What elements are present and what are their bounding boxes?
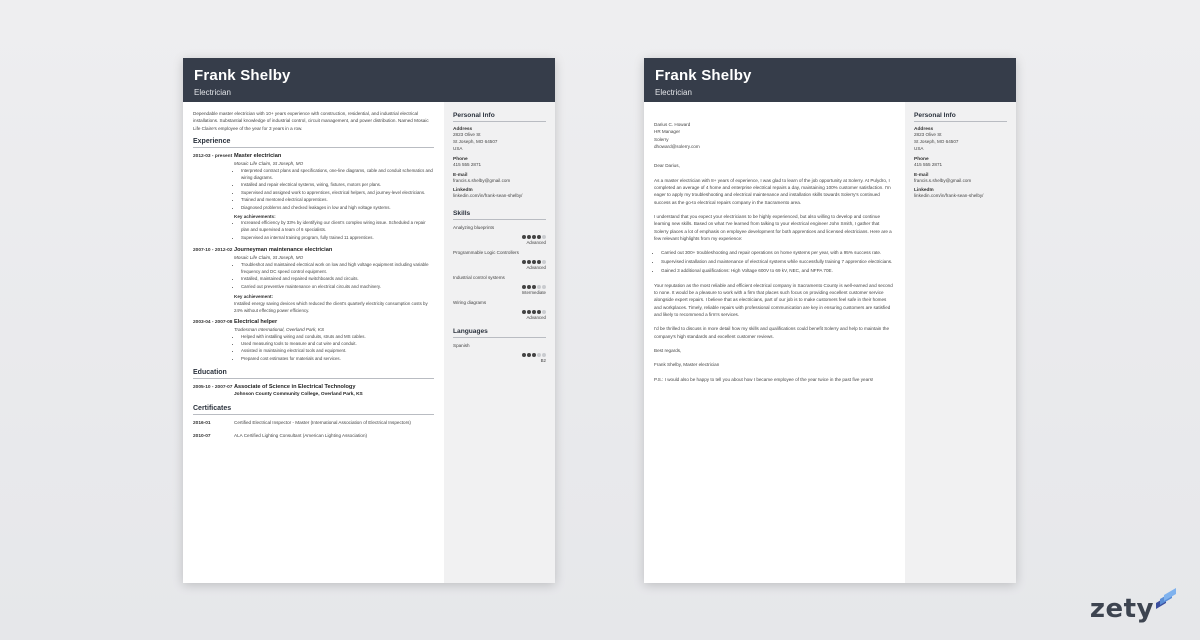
rating-dot-empty <box>537 353 541 357</box>
rating-name: Spanish <box>453 343 470 349</box>
job-title: Electrical helper <box>234 318 278 325</box>
languages-list <box>453 343 546 363</box>
rating-dot-filled <box>522 235 526 239</box>
rating-dots <box>453 308 546 314</box>
linkedin-value: linkedin.com/in/frank-sean-shelby/ <box>914 193 984 199</box>
job-bullet: • Prepared cost estimates for materials and services. <box>241 356 434 363</box>
address-line: 2823 Olive St <box>914 132 942 137</box>
rating-dot-filled <box>522 310 526 314</box>
recipient-block <box>654 121 895 150</box>
letter-bullet: • Supervised installation and maintenance of electrical systems while successfully training 7 apprentice electricians. <box>661 258 895 265</box>
personal-info-heading: Personal Info <box>914 112 1007 122</box>
job-bullet: • Used measuring tools to measure and cut wire and conduit. <box>241 341 434 348</box>
personal-info-heading: Personal Info <box>453 112 546 122</box>
address-label: Address <box>914 127 934 132</box>
rating-dot-filled <box>537 235 541 239</box>
job-bullet: • Trained and mentored electrical apprentices. <box>241 197 434 204</box>
job-title: Master electrician <box>234 153 282 160</box>
achievements-label: Key achievement: <box>234 293 274 299</box>
letter-bullets <box>654 249 895 274</box>
job-bullet: • Assisted in maintaining electrical tools and equipment. <box>241 348 434 355</box>
email-label: E-mail <box>914 172 929 178</box>
achievement-bullet: • Supervised an internal training program, fully trained 11 apprentices. <box>241 235 434 242</box>
rating-dots <box>453 233 546 239</box>
rating-dot-filled <box>527 235 531 239</box>
letter-name: Frank Shelby <box>655 67 752 84</box>
education-school: Johnson County Community College, Overland Park, KS <box>234 392 363 398</box>
resume-main <box>183 102 444 445</box>
skills-list <box>453 225 546 320</box>
achievement-bullets <box>234 220 434 241</box>
letter-body <box>644 102 905 390</box>
rating-item <box>453 343 546 363</box>
achievement-bullet: • Increased efficiency by 33% by identifying our client's complex wiring issue. Scheduled a repair plan and supervised a team of 6 specialists. <box>241 220 434 234</box>
closing: Best regards, <box>654 347 682 353</box>
rating-dot-empty <box>542 260 546 264</box>
letter-job-title: Electrician <box>655 88 692 97</box>
certificate-date: 2016-01 <box>193 421 211 427</box>
job-dates: 2003-04 - 2007-08 <box>193 319 233 325</box>
rating-level: Intermediate <box>521 290 546 296</box>
certificate-text: Certified Electrical Inspector - Master (International Association of Electrical Inspectors) <box>234 420 411 426</box>
achievement-text: Installed energy saving devices which reduced the client's quarterly electricity consumption costs by 24% without effecting power efficiency. <box>234 300 428 313</box>
rating-dot-filled <box>522 285 526 289</box>
letter-bullet: • Gained 3 additional qualifications: High Voltage 600V to 69 kV, NEC, and NFPA 70E. <box>661 267 895 274</box>
letter-bullet: • Carried out 300+ troubleshooting and repair operations on home systems per year, with a 95% success rate. <box>661 249 895 256</box>
phone-label: Phone <box>914 156 929 162</box>
certificates-heading: Certificates <box>193 405 434 415</box>
rating-name: Industrial control systems <box>453 275 505 281</box>
job-bullets <box>234 262 434 291</box>
job-company: Tradesman International, Overland Park, KS <box>234 326 325 332</box>
linkedin-value: linkedin.com/in/frank-sean-shelby/ <box>453 193 523 199</box>
rating-level: Advanced <box>526 240 546 246</box>
rating-level: B2 <box>540 358 546 364</box>
resume-page <box>183 58 555 583</box>
rating-dot-filled <box>532 285 536 289</box>
linkedin-label: LinkedIn <box>914 188 934 194</box>
postscript: P.S.: I would also be happy to tell you about how I became employee of the year twice in the past five years! <box>654 376 874 382</box>
email-value: francis.s.shelby@gmail.com <box>914 177 972 183</box>
rating-dot-filled <box>527 353 531 357</box>
education-degree: Associate of Science in Electrical Technology <box>234 384 356 391</box>
resume-summary: Dependable master electrician with 10+ years experience with construction, residential, and industrial electrical installations. Substantial knowledge of industrial control, circuit management, and power distribution. Named Mosaic Life Claire's employee of the year for 3 years in a row. <box>193 111 429 131</box>
rating-dot-filled <box>522 260 526 264</box>
email-label: E-mail <box>453 172 468 178</box>
cover-letter-page <box>644 58 1016 583</box>
recipient-line: dhoward@solerry.com <box>654 144 700 150</box>
job-bullet: • Installed, maintained and repaired switchboards and circuits. <box>241 276 434 283</box>
letter-paragraph: I understand that you expect your electricians to be highly experienced, but also willing to develop and continue learning new skills. Based on what I've learned from talking to your electrical engineer John Smith, I gather that Solerry places a lot of emphasis on employee development for both apprentices and licensed electricians. Here are a few relevant highlights from my experience: <box>654 214 892 242</box>
rating-dot-empty <box>542 235 546 239</box>
job-company: Mosaic Life Claim, St Joseph, MO <box>234 255 304 261</box>
rating-dots <box>453 258 546 264</box>
recipient-line: Darius C. Howard <box>654 122 691 127</box>
rating-dot-filled <box>527 260 531 264</box>
phone-label: Phone <box>453 156 468 162</box>
job-dates: 2012-03 - present <box>193 154 233 160</box>
logo-text: zety <box>1089 594 1154 624</box>
logo-chevrons-icon <box>1152 587 1178 617</box>
letter-header <box>644 58 1016 102</box>
letter-paragraph: As a master electrician with 8+ years of experience, I was glad to learn of the job opportunity at Solerry. At Pulydro, I completed an average of 4 home and enterprise electrical repairs a day, maintaining 100% customer satisfaction. I'm eager to apply my troubleshooting and electrical maintenance and installation skills towards Solerry's continued success as the go-to electrical repairs company in the Sacramento area. <box>654 177 891 205</box>
education-heading: Education <box>193 369 434 379</box>
address-line: St Joseph, MO 64507 <box>453 138 498 144</box>
job-dates: 2007-10 - 2012-02 <box>193 248 233 254</box>
job-title: Journeyman maintenance electrician <box>234 247 333 254</box>
rating-dot-empty <box>542 310 546 314</box>
certificate-text: ALA Certified Lighting Consultant (American Lighting Association) <box>234 432 368 438</box>
rating-item <box>453 250 546 270</box>
certificate-entry <box>193 420 434 427</box>
address-line: 2823 Olive St <box>453 132 481 137</box>
rating-dot-filled <box>537 310 541 314</box>
resume-sidebar <box>444 102 555 583</box>
letter-sidebar <box>905 102 1016 583</box>
certificate-date: 2010-07 <box>193 433 211 439</box>
rating-dot-filled <box>532 353 536 357</box>
letter-paragraph: Your reputation as the most reliable and efficient electrical company in Sacramento County is well-earned and second to none. It would be a pleasure to work with a firm that places such focus on providing excellent customer service alongside expert repairs. I believe that as electricians, part of our job is to make customers feel safe in their homes and workplaces. Timely, reliable repairs with professional communication are key in ensuring customers are satisfied and likely to recommend a firm's services. <box>654 282 893 317</box>
rating-name: Analyzing blueprints <box>453 225 495 231</box>
recipient-line: Solerry <box>654 136 669 142</box>
rating-dot-empty <box>542 285 546 289</box>
greeting: Dear Darius, <box>654 163 680 169</box>
job-bullet: • Interpreted contract plans and specifications, one-line diagrams, cable and conduit schematics and wiring diagrams. <box>241 168 434 182</box>
signature: Frank Shelby, Master electrician <box>654 362 720 368</box>
resume-job-title: Electrician <box>194 88 231 97</box>
rating-item <box>453 275 546 295</box>
job-bullet: • Carried out preventive maintenance on electrical circuits and machinery. <box>241 284 434 291</box>
rating-dot-filled <box>527 285 531 289</box>
address-line: USA <box>453 145 463 151</box>
rating-dot-filled <box>527 310 531 314</box>
experience-heading: Experience <box>193 138 434 148</box>
education-entry <box>193 384 434 399</box>
rating-name: Wiring diagrams <box>453 300 487 306</box>
job-bullet: • Diagnosed problems and checked leakages in low and high voltage systems. <box>241 205 434 212</box>
address-label: Address <box>453 127 473 132</box>
languages-heading: Languages <box>453 328 546 338</box>
resume-header <box>183 58 555 102</box>
linkedin-label: LinkedIn <box>453 188 473 194</box>
certificate-entry <box>193 433 434 440</box>
email-value: francis.s.shelby@gmail.com <box>453 177 511 183</box>
rating-dot-filled <box>537 260 541 264</box>
job-entry <box>193 247 434 314</box>
education-dates: 2005-10 - 2007-07 <box>193 385 233 391</box>
job-bullets <box>234 168 434 211</box>
rating-item <box>453 225 546 245</box>
rating-level: Advanced <box>526 315 546 321</box>
phone-value: 415 555 2871 <box>914 161 943 167</box>
zety-logo <box>1090 594 1178 624</box>
rating-dots <box>453 351 546 357</box>
achievements-label: Key achievements: <box>234 214 276 220</box>
rating-dot-filled <box>532 310 536 314</box>
rating-dot-empty <box>537 285 541 289</box>
job-entry <box>193 153 434 242</box>
recipient-line: HR Manager <box>654 129 681 135</box>
job-bullet: • Helped with installing wiring and conduits, struts and MS cables. <box>241 334 434 341</box>
address-line: USA <box>914 145 924 151</box>
resume-name: Frank Shelby <box>194 67 291 84</box>
rating-item <box>453 300 546 320</box>
phone-value: 415 555 2871 <box>453 161 482 167</box>
job-bullet: • Troubleshot and maintained electrical work on low and high voltage equipment including variable frequency and DC speed control equipment. <box>241 262 434 276</box>
address-line: St Joseph, MO 64507 <box>914 138 959 144</box>
rating-dots <box>453 283 546 289</box>
rating-dot-filled <box>532 235 536 239</box>
job-bullets <box>234 334 434 363</box>
job-company: Mosaic Life Claim, St Joseph, MO <box>234 161 304 167</box>
rating-dot-filled <box>522 353 526 357</box>
rating-level: Advanced <box>526 265 546 271</box>
job-bullet: • Installed and repair electrical systems, wiring, fixtures, motors per plans. <box>241 182 434 189</box>
job-bullet: • Supervised and assigned work to apprentices, electrical helpers, and journey-level electricians. <box>241 190 434 197</box>
skills-heading: Skills <box>453 210 546 220</box>
job-entry <box>193 319 434 364</box>
letter-paragraph: I'd be thrilled to discuss in more detail how my skills and qualifications could benefit Solerry and help to maintain the company's high standards and excellent customer reviews. <box>654 326 890 339</box>
rating-dot-filled <box>532 260 536 264</box>
rating-name: Programmable Logic Controllers <box>453 250 519 256</box>
rating-dot-empty <box>542 353 546 357</box>
